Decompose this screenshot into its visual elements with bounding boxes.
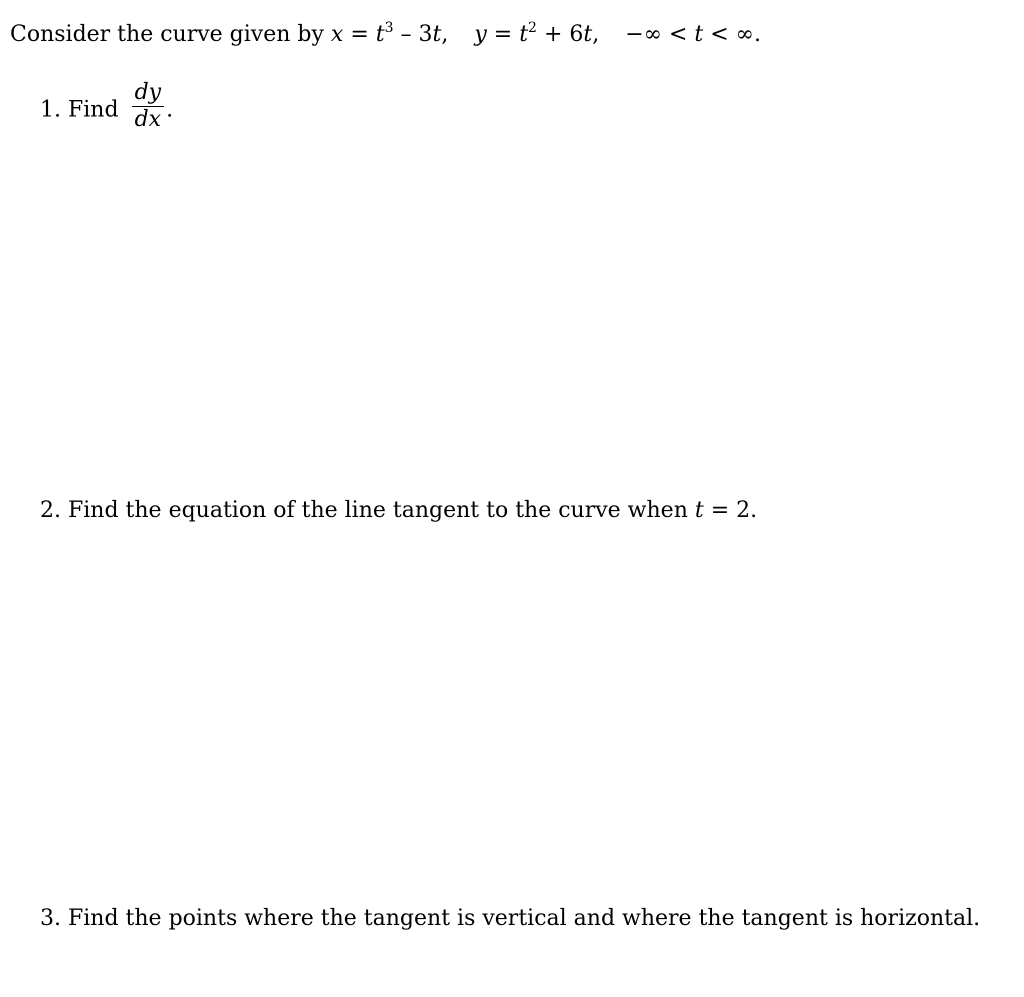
t-variable: t (583, 22, 593, 47)
plus-term: + 6 (536, 22, 584, 47)
minus-term: – 3 (393, 22, 433, 47)
range-upper: < ∞. (703, 22, 762, 47)
t-variable: t (432, 22, 442, 47)
exponent: 2 (528, 20, 537, 36)
exponent: 3 (384, 20, 394, 36)
question-1 (40, 80, 174, 135)
problem-statement (10, 20, 762, 47)
t-variable: t (694, 22, 704, 47)
question-text: Find (68, 97, 119, 123)
question-2 (40, 500, 757, 522)
x-variable: x (330, 22, 344, 47)
equals-sign: = (343, 22, 376, 47)
derivative-fraction (132, 82, 165, 131)
comma: , (592, 22, 600, 47)
fraction-denominator: dx (134, 107, 162, 132)
question-number: 1. (40, 97, 61, 123)
range-lower: −∞ < (625, 22, 695, 47)
equals-sign: = (486, 22, 520, 47)
question-number: 2. (40, 498, 61, 523)
t-variable: t (694, 498, 704, 523)
t-variable: t (375, 22, 385, 47)
question-number: 3. (40, 906, 61, 931)
question-tail: = 2. (703, 498, 758, 523)
t-variable: t (519, 22, 529, 47)
question-text: Find the points where the tangent is vertical and where the tangent is horizontal. (68, 906, 981, 931)
comma: , (441, 22, 449, 47)
question-3 (40, 908, 980, 930)
question-period: . (166, 97, 174, 123)
intro-lead: Consider the curve given by (10, 22, 324, 47)
y-variable: y (474, 22, 487, 47)
question-text: Find the equation of the line tangent to the curve when (68, 498, 688, 523)
fraction-numerator: dy (132, 82, 165, 107)
